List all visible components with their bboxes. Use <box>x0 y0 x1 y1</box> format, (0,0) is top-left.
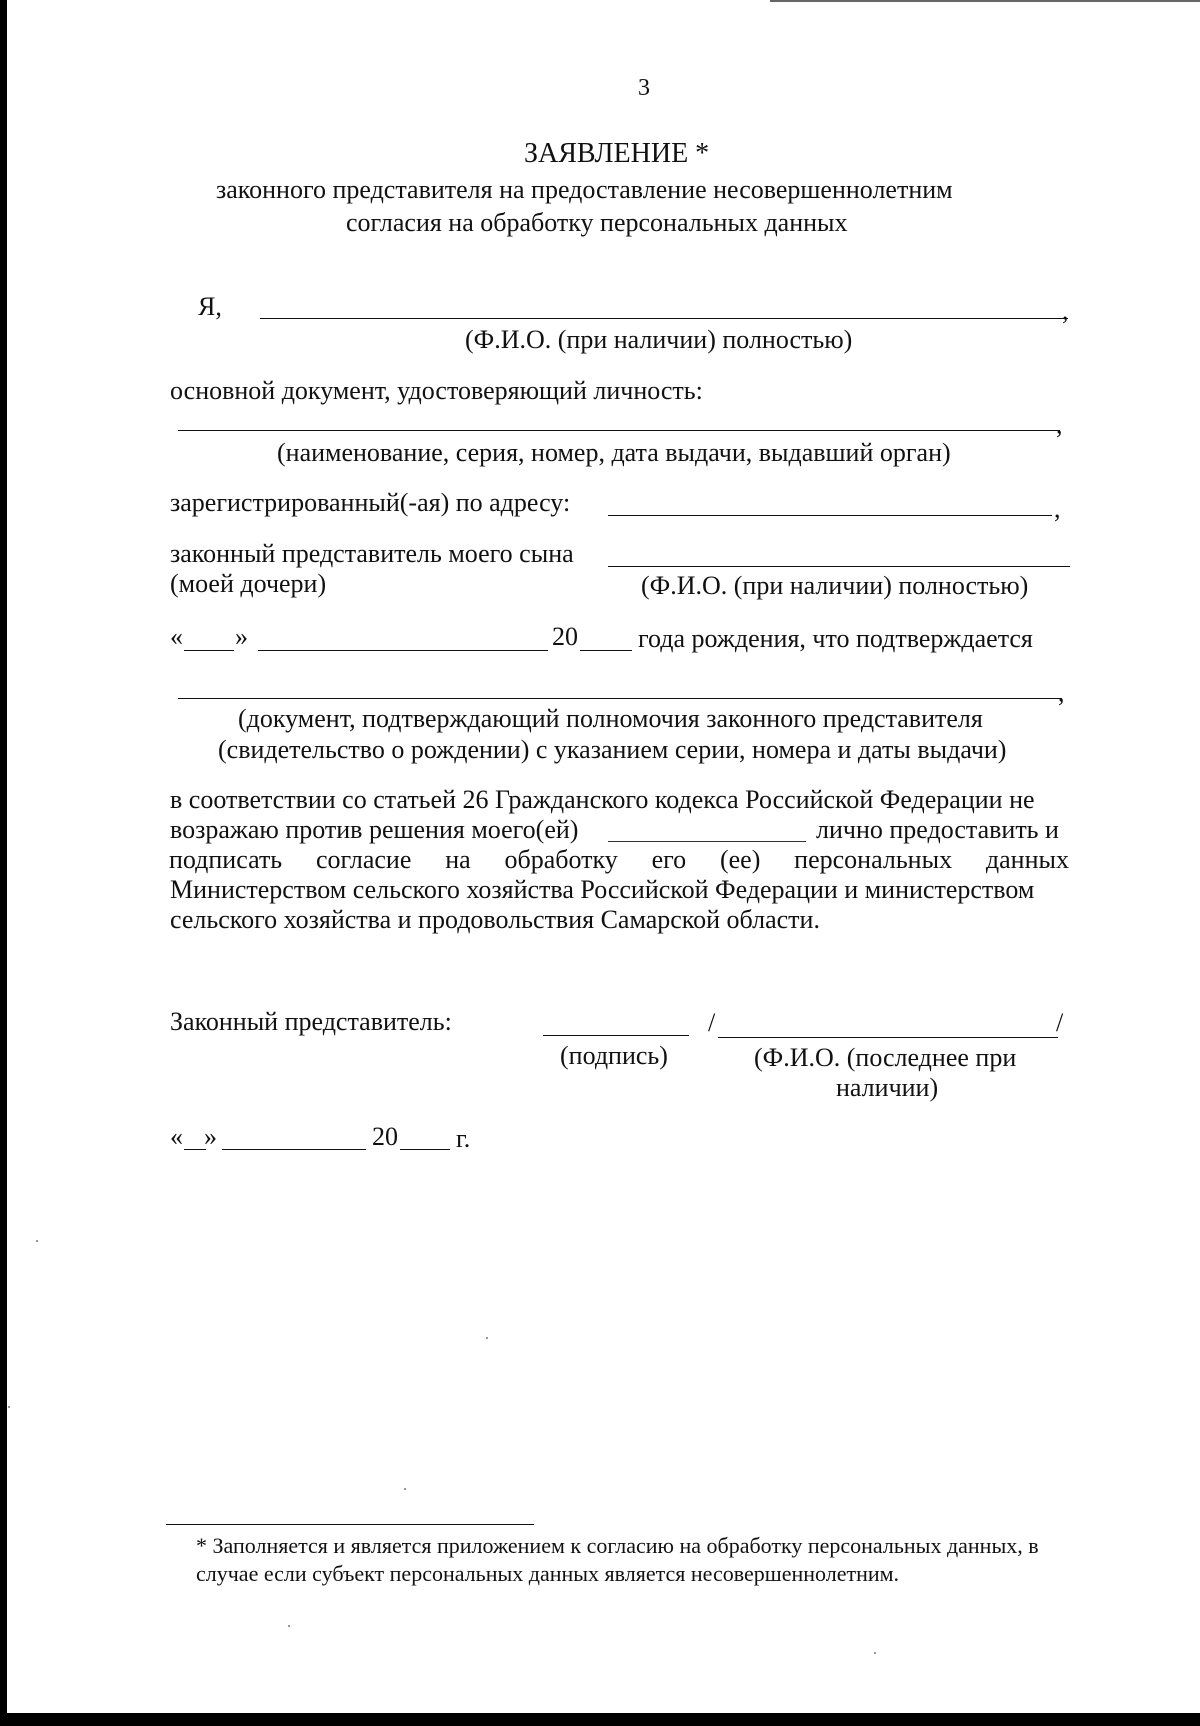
body-line3-word: данных <box>985 845 1069 874</box>
date-open-quote: « <box>170 1122 183 1151</box>
field-document-fill-line[interactable] <box>178 430 1060 431</box>
scan-speck <box>486 1337 488 1339</box>
signature-name-caption-line1: (Ф.И.О. (последнее при <box>754 1043 1017 1072</box>
body-line2-start: возражаю против решения моего(ей) <box>170 815 579 844</box>
field-document-comma: , <box>1056 410 1063 439</box>
field-birth-open-quote: « <box>170 622 183 651</box>
field-address-fill-line[interactable] <box>608 515 1052 516</box>
body-line3 <box>169 847 1069 873</box>
field-birth-month-line[interactable] <box>258 650 548 651</box>
footnote-line2: случае если субъект персональных данных является несовершеннолетним. <box>196 1561 900 1586</box>
field-address-label: зарегистрированный(-ая) по адресу: <box>170 488 571 517</box>
date-day-line[interactable] <box>184 1149 206 1150</box>
body-relative-fill-line[interactable] <box>608 841 806 842</box>
field-i-caption: (Ф.И.О. (при наличии) полностью) <box>465 325 853 354</box>
field-representative-label-line2: (моей дочери) <box>170 569 327 598</box>
body-line3-word: его <box>651 845 687 874</box>
scan-speck <box>874 1652 876 1654</box>
field-representative-caption: (Ф.И.О. (при наличии) полностью) <box>641 571 1029 600</box>
body-line4: Министерством сельского хозяйства Российской Федерации и министерством <box>170 875 1035 904</box>
body-line3-word: на <box>445 845 471 874</box>
footnote-separator <box>166 1524 534 1525</box>
signature-slash-right: / <box>1056 1008 1064 1037</box>
body-line3-word: подписать <box>169 845 283 874</box>
field-address-comma: , <box>1054 494 1061 523</box>
field-i-fill-line[interactable] <box>260 318 1068 319</box>
field-birth-year-line[interactable] <box>580 650 632 651</box>
scan-frame-top <box>770 0 1200 2</box>
page-number: 3 <box>638 75 650 101</box>
field-document-label: основной документ, удостоверяющий личность: <box>170 376 703 405</box>
field-document-caption: (наименование, серия, номер, дата выдачи, выдавший орган) <box>277 438 951 467</box>
date-month-line[interactable] <box>222 1149 366 1150</box>
document-subtitle-line1: законного представителя на предоставление несовершеннолетним <box>216 175 953 204</box>
document-title: ЗАЯВЛЕНИЕ * <box>524 138 710 169</box>
scan-frame-left <box>0 0 7 1726</box>
field-birth-year-prefix: 20 <box>552 622 578 651</box>
body-line3-word: обработку <box>504 845 618 874</box>
document-subtitle-line2: согласия на обработку персональных данных <box>346 208 848 237</box>
footnote-line1: * Заполняется и является приложением к согласию на обработку персональных данных, в <box>196 1533 1039 1558</box>
body-line3-word: персональных <box>794 845 953 874</box>
field-confirm-document-comma: , <box>1058 678 1065 707</box>
signature-slash-left: / <box>708 1008 716 1037</box>
body-line2-end: лично предоставить и <box>816 815 1059 844</box>
scan-frame-bottom <box>0 1713 1200 1726</box>
signature-fill-line[interactable] <box>543 1035 689 1036</box>
field-birth-day-line[interactable] <box>184 650 234 651</box>
field-confirm-document-caption-line1: (документ, подтверждающий полномочия законного представителя <box>238 704 983 733</box>
field-i-prefix: Я, <box>198 292 222 321</box>
field-birth-suffix: года рождения, что подтверждается <box>638 624 1033 653</box>
signature-name-fill-line[interactable] <box>718 1037 1058 1038</box>
scan-speck <box>404 1488 406 1490</box>
signature-name-caption-line2: наличии) <box>836 1073 939 1102</box>
body-line1: в соответствии со статьей 26 Гражданского кодекса Российской Федерации не <box>170 785 1035 814</box>
body-line5: сельского хозяйства и продовольствия Самарской области. <box>170 905 820 934</box>
scan-speck <box>288 1625 290 1627</box>
date-year-line[interactable] <box>400 1149 450 1150</box>
field-representative-label-line1: законный представитель моего сына <box>170 539 574 568</box>
field-birth-close-quote: » <box>235 622 248 651</box>
date-close-quote: » <box>204 1122 217 1151</box>
field-i-comma: , <box>1062 296 1069 325</box>
field-representative-fill-line[interactable] <box>608 566 1070 567</box>
date-year-prefix: 20 <box>372 1122 398 1151</box>
body-line3-word: (ее) <box>719 845 761 874</box>
signature-label: Законный представитель: <box>170 1007 452 1036</box>
field-confirm-document-caption-line2: (свидетельство о рождении) с указанием серии, номера и даты выдачи) <box>218 735 1007 764</box>
signature-caption: (подпись) <box>560 1041 668 1070</box>
field-confirm-document-fill-line[interactable] <box>178 698 1062 699</box>
body-line3-word: согласие <box>315 845 412 874</box>
scan-speck <box>8 1406 10 1408</box>
scan-speck <box>36 1240 38 1242</box>
date-suffix: г. <box>456 1124 471 1153</box>
